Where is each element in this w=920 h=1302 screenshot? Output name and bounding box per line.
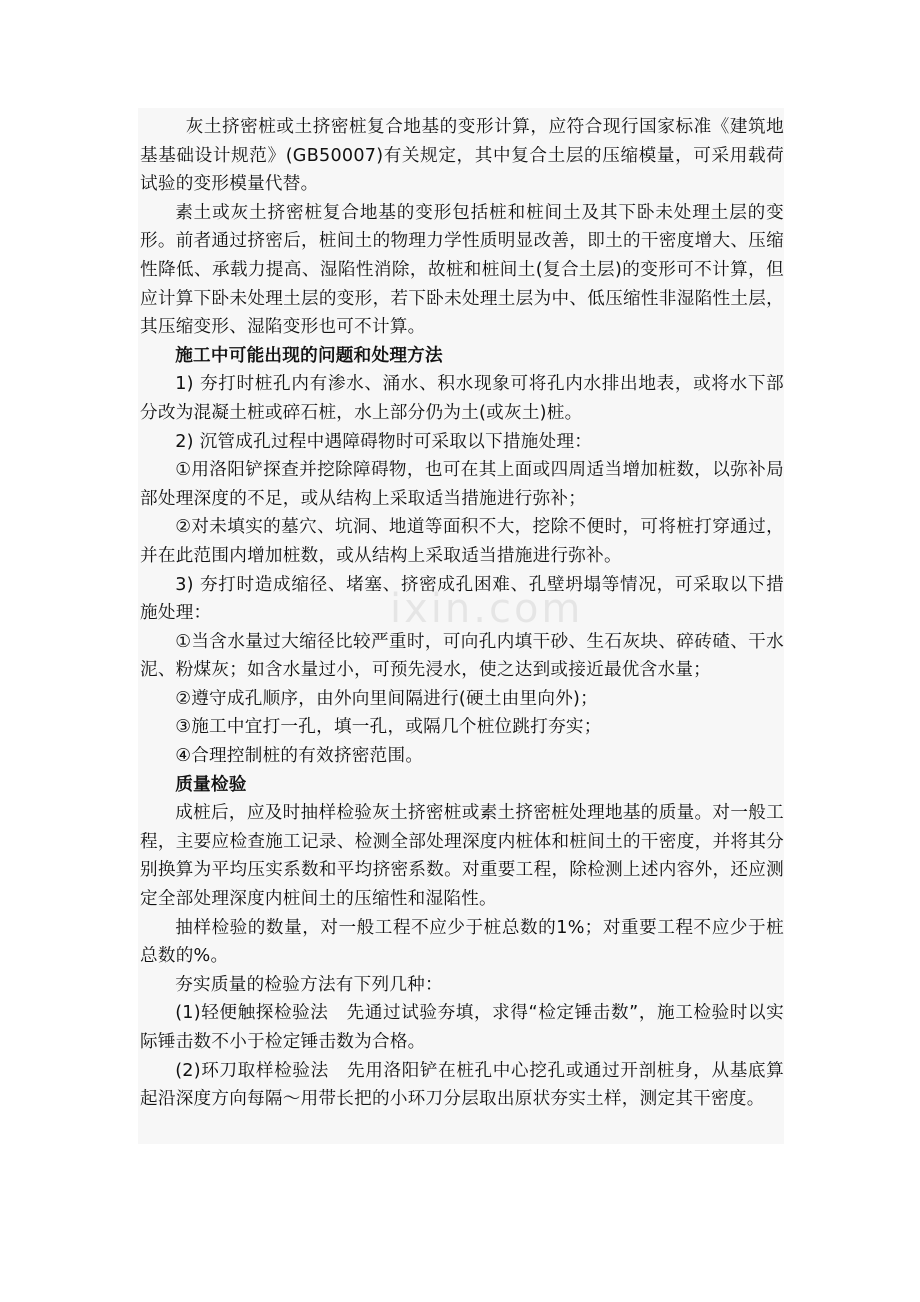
heading-quality-inspection: 质量检验 <box>175 774 247 795</box>
paragraph-deformation-calc: 灰土挤密桩或土挤密桩复合地基的变形计算，应符合现行国家标准《建筑地基基础设计规范》(GB50007)有关规定，其中复合土层的压缩模量，可采用载荷试验的变形模量代替。 <box>140 117 784 195</box>
paragraph-issue-3: 3) 夯打时造成缩径、堵塞、挤密成孔困难、孔壁坍塌等情况，可采取以下措施处理： <box>140 574 784 624</box>
paragraph-inspection-general: 成桩后，应及时抽样检验灰土挤密桩或素土挤密桩处理地基的质量。对一般工程，主要应检查施工记录、检测全部处理深度内桩体和桩间土的干密度，并将其分别换算为平均压实系数和平均挤密系数。对重要工程，除检测上述内容外，还应测定全部处理深度内桩间土的压缩性和湿陷性。 <box>140 803 784 910</box>
paragraph-issue-3-measure-2: ②遵守成孔顺序，由外向里间隔进行(硬土由里向外)； <box>175 688 599 709</box>
paragraph-issue-2-measure-2: ②对未填实的墓穴、坑洞、地道等面积不大，挖除不便时，可将桩打穿通过，并在此范围内增加桩数，或从结构上采取适当措施进行弥补。 <box>140 517 784 566</box>
document-body <box>140 113 784 1114</box>
paragraph-methods-intro: 夯实质量的检验方法有下列几种： <box>175 974 443 995</box>
paragraph-issue-1: 1) 夯打时桩孔内有渗水、涌水、积水现象可将孔内水排出地表，或将水下部分改为混凝土桩或碎石桩，水上部分仍为土(或灰土)桩。 <box>140 374 784 423</box>
paragraph-method-2: (2)环刀取样检验法 先用洛阳铲在桩孔中心挖孔或通过开剖桩身，从基底算起沿深度方向每隔～用带长把的小环刀分层取出原状夯实土样，测定其干密度。 <box>140 1060 784 1110</box>
paragraph-issue-3-measure-4: ④合理控制桩的有效挤密范围。 <box>175 746 424 767</box>
paragraph-issue-2-measure-1: ①用洛阳铲探查并挖除障碍物，也可在其上面或四周适当增加桩数，以弥补局部处理深度的不足，或从结构上采取适当措施进行弥补； <box>140 460 784 509</box>
paragraph-issue-3-measure-3: ③施工中宜打一孔，填一孔，或隔几个桩位跳打夯实； <box>175 717 602 738</box>
heading-construction-issues: 施工中可能出现的问题和处理方法 <box>175 345 443 366</box>
paragraph-method-1: (1)轻便触探检验法 先通过试验夯填，求得“检定锤击数”，施工检验时以实际锤击数不小于检定锤击数为合格。 <box>140 1003 784 1052</box>
paragraph-sampling-quantity: 抽样检验的数量，对一般工程不应少于桩总数的1%；对重要工程不应少于桩总数的%。 <box>140 917 784 967</box>
paragraph-issue-3-measure-1: ①当含水量过大缩径比较严重时，可向孔内填干砂、生石灰块、碎砖碴、干水泥、粉煤灰；如含水量过小，可预先浸水，使之达到或接近最优含水量； <box>140 631 784 681</box>
paragraph-issue-2: 2) 沉管成孔过程中遇障碍物时可采取以下措施处理： <box>175 431 593 452</box>
paragraph-deformation-scope: 素土或灰土挤密桩复合地基的变形包括桩和桩间土及其下卧未处理土层的变形。前者通过挤密后，桩间土的物理力学性质明显改善，即土的干密度增大、压缩性降低、承载力提高、湿陷性消除，故桩和桩间土(复合土层)的变形可不计算，但应计算下卧未处理土层的变形，若下卧未处理土层为中、低压缩性非湿陷性土层，其压缩变形、湿陷变形也可不计算。 <box>140 202 784 338</box>
